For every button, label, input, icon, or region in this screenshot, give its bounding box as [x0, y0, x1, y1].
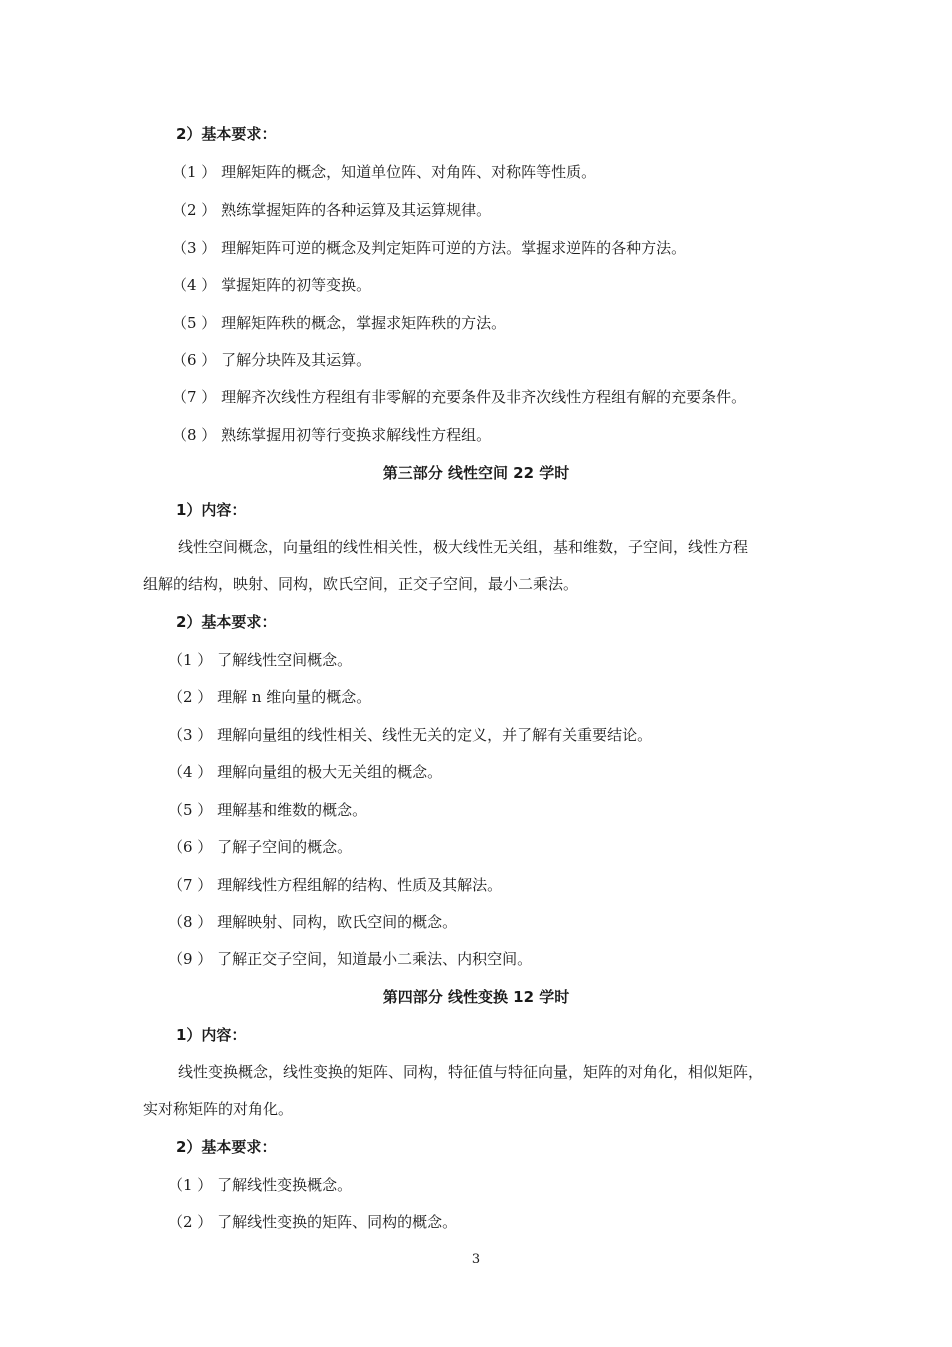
part3-requirement-item: （7 ） 理解线性方程组解的结构、性质及其解法。 — [168, 876, 503, 894]
part3-requirement-item: （1 ） 了解线性空间概念。 — [168, 651, 353, 669]
part3-title: 第三部分 线性空间 22 学时 — [382, 464, 570, 482]
part3-requirement-item: （3 ） 理解向量组的线性相关、线性无关的定义，并了解有关重要结论。 — [168, 726, 653, 744]
page-number: 3 — [471, 1252, 481, 1267]
part3-content-heading: 1）内容： — [176, 501, 247, 519]
part4-content-line: 线性变换概念，线性变换的矩阵、同构，特征值与特征向量，矩阵的对角化，相似矩阵， — [178, 1063, 764, 1081]
part3-requirement-item: （5 ） 理解基和维数的概念。 — [168, 801, 368, 819]
part3-content-line: 组解的结构，映射、同构，欧氏空间，正交子空间，最小二乘法。 — [143, 575, 579, 593]
part2-requirement-item: （2 ） 熟练掌握矩阵的各种运算及其运算规律。 — [172, 201, 492, 219]
part4-requirement-item: （1 ） 了解线性变换概念。 — [168, 1176, 353, 1194]
part3-requirement-item: （4 ） 理解向量组的极大无关组的概念。 — [168, 763, 443, 781]
part2-requirements-heading: 2）基本要求： — [176, 125, 277, 143]
part4-content-heading: 1）内容： — [176, 1026, 247, 1044]
part3-content-line: 线性空间概念，向量组的线性相关性，极大线性无关组，基和维数，子空间，线性方程 — [178, 538, 749, 556]
part3-requirement-item: （8 ） 理解映射、同构，欧氏空间的概念。 — [168, 913, 458, 931]
part2-requirement-item: （6 ） 了解分块阵及其运算。 — [172, 351, 372, 369]
part2-requirement-item: （4 ） 掌握矩阵的初等变换。 — [172, 276, 372, 294]
part3-requirement-item: （6 ） 了解子空间的概念。 — [168, 838, 353, 856]
part4-content-line: 实对称矩阵的对角化。 — [143, 1100, 294, 1118]
part2-requirement-item: （5 ） 理解矩阵秩的概念，掌握求矩阵秩的方法。 — [172, 314, 507, 332]
part3-requirement-item: （2 ） 理解 n 维向量的概念。 — [168, 688, 372, 706]
part4-requirements-heading: 2）基本要求： — [176, 1138, 277, 1156]
part2-requirement-item: （3 ） 理解矩阵可逆的概念及判定矩阵可逆的方法。掌握求逆阵的各种方法。 — [172, 239, 687, 257]
part4-title: 第四部分 线性变换 12 学时 — [382, 988, 570, 1006]
part3-requirement-item: （9 ） 了解正交子空间，知道最小二乘法、内积空间。 — [168, 950, 533, 968]
part3-requirements-heading: 2）基本要求： — [176, 613, 277, 631]
part2-requirement-item: （1 ） 理解矩阵的概念，知道单位阵、对角阵、对称阵等性质。 — [172, 163, 597, 181]
part2-requirement-item: （7 ） 理解齐次线性方程组有非零解的充要条件及非齐次线性方程组有解的充要条件。 — [172, 388, 747, 406]
part4-requirement-item: （2 ） 了解线性变换的矩阵、同构的概念。 — [168, 1213, 458, 1231]
part2-requirement-item: （8 ） 熟练掌握用初等行变换求解线性方程组。 — [172, 426, 492, 444]
